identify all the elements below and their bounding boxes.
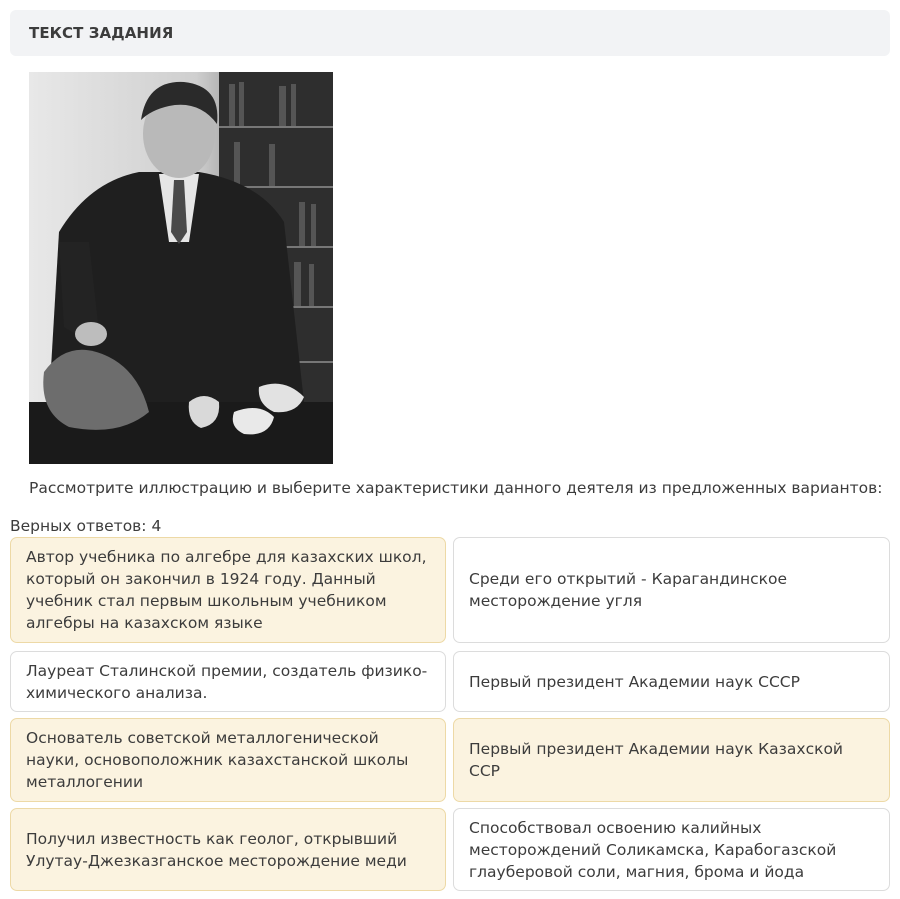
correct-answers-count: Верных ответов: 4 xyxy=(10,517,162,535)
answer-option-6[interactable] xyxy=(453,718,890,802)
answer-option-text: Основатель советской металлогенической науки, основоположник казахстанской школы металлогении xyxy=(26,729,409,791)
answer-option-text: Первый президент Академии наук Казахской ССР xyxy=(469,740,844,780)
answer-option-4[interactable] xyxy=(453,651,890,712)
portrait-photo xyxy=(29,72,333,464)
answer-option-text: Среди его открытий - Карагандинское месторождение угля xyxy=(469,570,788,610)
answer-option-2[interactable] xyxy=(453,537,890,643)
answer-option-text: Получил известность как геолог, открывший Улутау-Джезказганское месторождение меди xyxy=(26,829,407,870)
task-header xyxy=(10,10,890,56)
answer-option-7[interactable] xyxy=(10,808,446,891)
question-prompt: Рассмотрите иллюстрацию и выберите характеристики данного деятеля из предложенных вариантов: xyxy=(29,479,883,497)
answer-option-8[interactable] xyxy=(453,808,890,891)
answer-option-text: Автор учебника по алгебре для казахских школ, который он закончил в 1924 году. Данный учебник стал первым школьным учебником алгебры на казахском языке xyxy=(26,548,427,632)
task-header-title: ТЕКСТ ЗАДАНИЯ xyxy=(29,24,174,42)
answer-option-5[interactable] xyxy=(10,718,446,802)
answer-option-text: Лауреат Сталинской премии, создатель физико-химического анализа. xyxy=(26,661,428,702)
answer-option-3[interactable] xyxy=(10,651,446,712)
answer-option-text: Способствовал освоению калийных месторождений Соликамска, Карабогазской глауберовой соли, магния, брома и йода xyxy=(469,818,837,881)
answer-option-text: Первый президент Академии наук СССР xyxy=(469,672,800,691)
answer-option-1[interactable] xyxy=(10,537,446,643)
